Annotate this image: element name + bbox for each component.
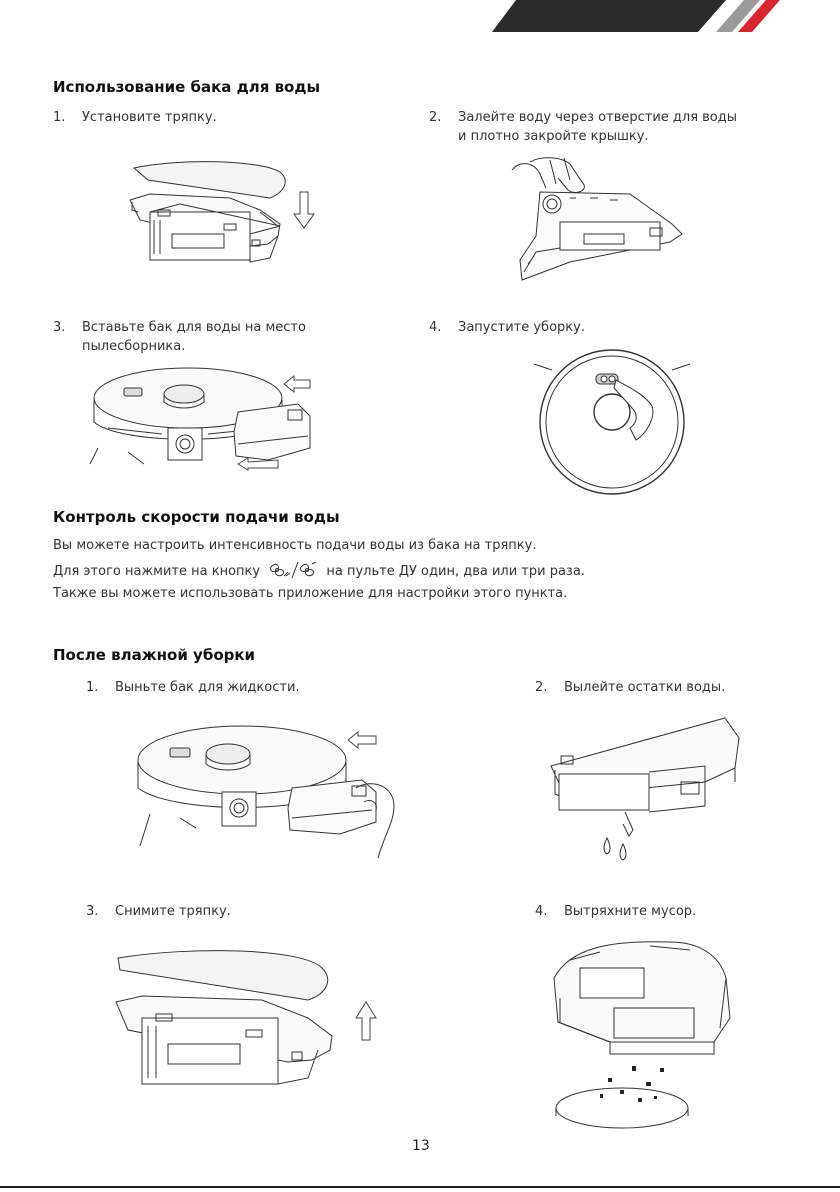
step-3-remove-mop [86,902,416,922]
step-text: Залейте воду через отверстие для воды [458,110,738,125]
step-number: 2. [535,680,548,695]
illustration-fill-water [500,152,700,287]
footer-rule [0,1186,840,1188]
illustration-insert-tank [88,360,328,475]
flow-text-line-3: Также вы можете использовать приложение для настройки этого пункта. [53,586,568,601]
section-title-after-wet-cleaning: После влажной уборки [53,646,256,664]
section-title-water-flow: Контроль скорости подачи воды [53,508,340,526]
header-dark-band [492,0,726,32]
step-4-start-cleaning [429,318,759,338]
step-number: 3. [86,904,99,919]
illustration-empty-debris [550,938,750,1116]
step-1-remove-tank [86,678,416,698]
step-number: 1. [53,110,66,125]
step-text: Вставьте бак для воды на место [82,320,306,335]
step-text: Выньте бак для жидкости. [115,680,300,695]
water-flow-button-icon [268,562,318,578]
step-2-pour-water [535,678,815,698]
step-number: 4. [535,904,548,919]
step-text: Запустите уборку. [458,320,585,335]
flow-text-before-icon: Для этого нажмите на кнопку [53,564,261,579]
section-title-water-tank: Использование бака для воды [53,78,321,96]
step-3-insert-tank [53,318,383,358]
illustration-install-mop [120,150,330,275]
step-text: Вытряхните мусор. [564,904,697,919]
step-text-line2: пылесборника. [82,339,186,354]
flow-text-line-1: Вы можете настроить интенсивность подачи воды из бака на тряпку. [53,538,537,553]
flow-text-line-2 [53,562,585,579]
step-text-line2: и плотно закройте крышку. [458,129,649,144]
step-number: 3. [53,320,66,335]
step-text: Вылейте остатки воды. [564,680,726,695]
header-decoration [480,0,840,32]
step-4-empty-debris [535,902,815,922]
step-number: 1. [86,680,99,695]
step-number: 4. [429,320,442,335]
step-text: Установите тряпку. [82,110,217,125]
page-number: 13 [412,1138,430,1154]
step-2-fill-water [429,108,799,148]
flow-text-after-icon: на пульте ДУ один, два или три раза. [326,564,585,579]
illustration-remove-tank [132,718,412,868]
step-number: 2. [429,110,442,125]
illustration-pour-water [545,712,745,867]
illustration-remove-mop [112,940,392,1100]
step-text: Снимите тряпку. [115,904,231,919]
step-1-install-mop [53,108,383,128]
illustration-start-cleaning [534,348,694,496]
